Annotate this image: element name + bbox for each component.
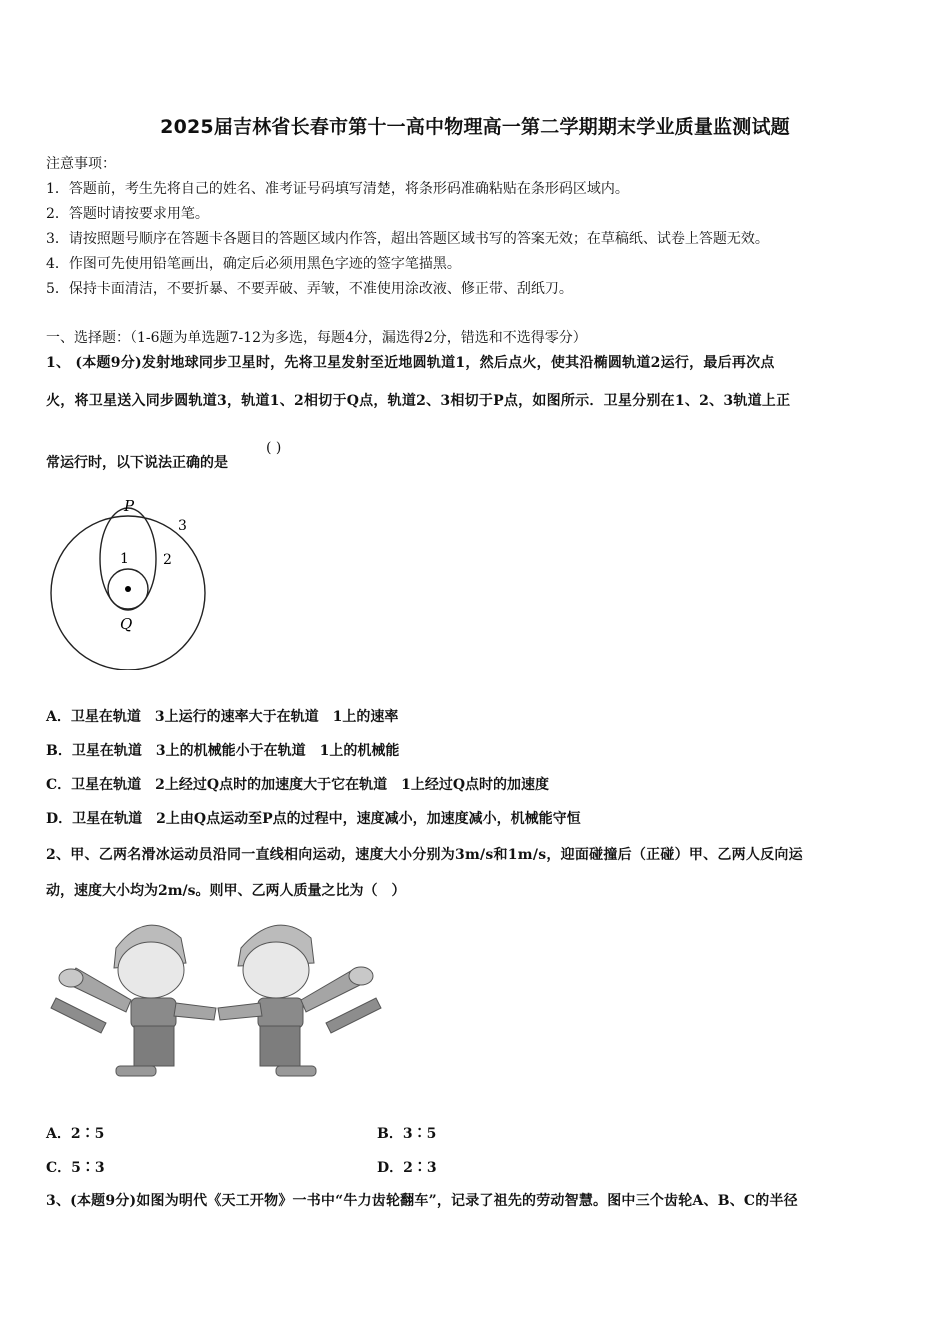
q1-text-line-3: 常运行时，以下说法正确的是: [46, 455, 228, 471]
q2-option-d: D．2∶3: [377, 1160, 437, 1176]
skaters-illustration: [46, 908, 386, 1090]
q1-text-line-1: 1、 (本题9分)发射地球同步卫星时，先将卫星发射至近地圆轨道1，然后点火，使其沿椭圆轨道2运行，最后再次点: [46, 355, 775, 371]
notice-item-5: 5．保持卡面清洁，不要折暴、不要弄破、弄皱，不准使用涂改液、修正带、刮纸刀。: [46, 281, 573, 297]
q2-option-c: C．5∶3: [46, 1160, 105, 1176]
orbit-3-circle: [51, 516, 205, 670]
q2-text-line-1: 2、甲、乙两名滑冰运动员沿同一直线相向运动，速度大小分别为3m/s和1m/s，迎面碰撞后（正碰）甲、乙两人反向运: [46, 847, 803, 863]
q1-text-line-2: 火，将卫星送入同步圆轨道3，轨道1、2相切于Q点，轨道2、3相切于P点，如图所示．卫星分别在1、2、3轨道上正: [46, 393, 791, 409]
q2-option-a: A．2∶5: [46, 1126, 105, 1142]
notice-item-3: 3．请按照题号顺序在答题卡各题目的答题区域内作答，超出答题区域书写的答案无效；在草稿纸、试卷上答题无效。: [46, 231, 769, 247]
page-title: 2025届吉林省长春市第十一高中物理高一第二学期期末学业质量监测试题: [160, 116, 790, 138]
earth-dot: [125, 586, 131, 592]
label-p: P: [124, 497, 135, 515]
section-heading: 一、选择题：（1-6题为单选题7-12为多选，每题4分，漏选得2分，错选和不选得零分）: [46, 330, 587, 346]
q2-option-b: B．3∶5: [377, 1126, 437, 1142]
label-1: 1: [120, 551, 129, 567]
notice-item-1: 1．答题前，考生先将自己的姓名、准考证号码填写清楚，将条形码准确粘贴在条形码区域内。: [46, 181, 629, 197]
notice-item-2: 2．答题时请按要求用笔。: [46, 206, 209, 222]
q1-option-a: A．卫星在轨道 3上运行的速率大于在轨道 1上的速率: [46, 709, 399, 725]
label-q: Q: [120, 615, 133, 633]
q1-option-c: C．卫星在轨道 2上经过Q点时的加速度大于它在轨道 1上经过Q点时的加速度: [46, 777, 550, 793]
orbit-diagram: [46, 495, 216, 670]
q1-option-d: D．卫星在轨道 2上由Q点运动至P点的过程中，速度减小，加速度减小，机械能守恒: [46, 811, 581, 827]
label-2: 2: [163, 552, 172, 568]
notice-heading: 注意事项：: [46, 156, 116, 172]
q1-option-b: B．卫星在轨道 3上的机械能小于在轨道 1上的机械能: [46, 743, 400, 759]
q1-answer-paren: ( ): [266, 440, 282, 456]
label-3: 3: [178, 518, 187, 534]
q3-text-line-1: 3、(本题9分)如图为明代《天工开物》一书中“牛力齿轮翻车”，记录了祖先的劳动智慧。图中三个齿轮A、B、C的半径: [46, 1193, 798, 1209]
notice-item-4: 4．作图可先使用铅笔画出，确定后必须用黑色字迹的签字笔描黑。: [46, 256, 461, 272]
q2-text-line-2: 动，速度大小均为2m/s。则甲、乙两人质量之比为（ ）: [46, 883, 406, 899]
